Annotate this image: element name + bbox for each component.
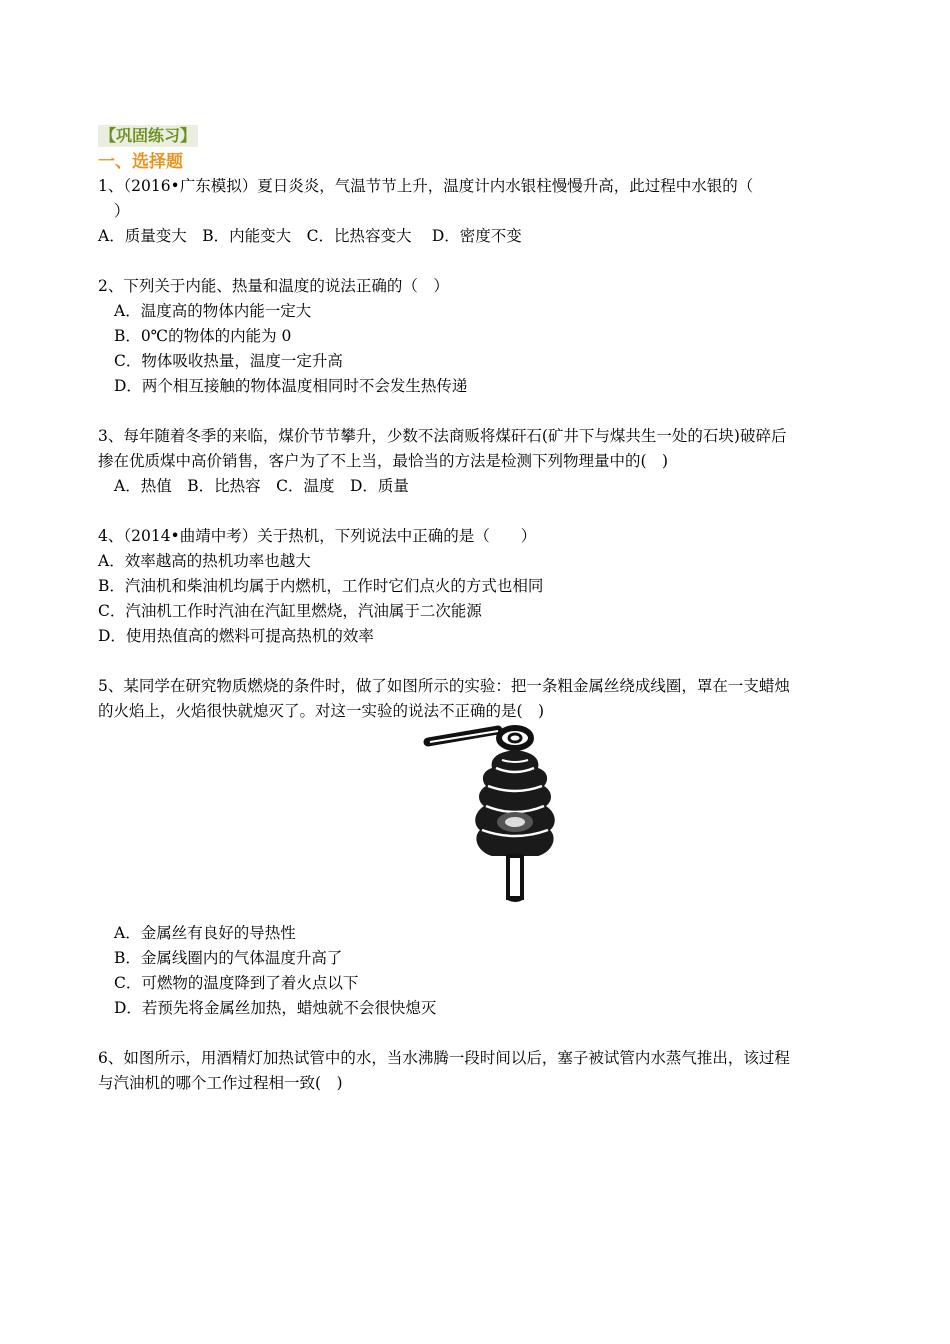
q5-option-b: B．金属线圈内的气体温度升高了 [114,949,343,967]
q5-stem-line1: 5、某同学在研究物质燃烧的条件时，做了如图所示的实验：把一条粗金属丝绕成线圈，罩在一支蜡烛 [98,677,790,695]
q5-option-c: C．可燃物的温度降到了着火点以下 [114,974,359,992]
candle [508,856,522,898]
q6-stem-line1: 6、如图所示，用酒精灯加热试管中的水，当水沸腾一段时间以后，塞子被试管内水蒸气推出，该过程 [98,1049,790,1067]
coil-top [499,728,531,748]
q4-stem: 4、（2014•曲靖中考）关于热机，下列说法中正确的是（ ） [98,527,537,545]
coil-candle-figure [420,722,570,904]
q2-option-d: D．两个相互接触的物体温度相同时不会发生热传递 [114,377,468,395]
q3-stem-line1: 3、每年随着冬季的来临，煤价节节攀升，少数不法商贩将煤矸石(矿井下与煤共生一处的石块)破碎后 [98,427,787,445]
q2-option-b: B．0℃的物体的内能为 0 [114,327,292,345]
q4-option-d: D．使用热值高的燃料可提高热机的效率 [98,627,374,645]
q6-stem-line2: 与汽油机的哪个工作过程相一致( ) [98,1074,343,1092]
exercise-heading: 【巩固练习】 [100,126,197,145]
q4-option-b: B．汽油机和柴油机均属于内燃机，工作时它们点火的方式也相同 [98,577,544,595]
q5-stem-line2: 的火焰上，火焰很快就熄灭了。对这一实验的说法不正确的是( ) [98,702,545,720]
q2-stem: 2、下列关于内能、热量和温度的说法正确的（ ） [98,277,449,295]
q4-option-a: A．效率越高的热机功率也越大 [98,552,311,570]
section-title: 一、选择题 [98,152,183,172]
q3-options: A．热值 B．比热容 C．温度 D．质量 [114,477,409,495]
q3-stem-line2: 掺在优质煤中高价销售，客户为了不上当，最恰当的方法是检测下列物理量中的( ) [98,452,669,470]
q1-stem-line2: ） [114,202,130,220]
q5-option-d: D．若预先将金属丝加热，蜡烛就不会很快熄灭 [114,999,437,1017]
q4-option-c: C．汽油机工作时汽油在汽缸里燃烧，汽油属于二次能源 [98,602,482,620]
q2-option-a: A．温度高的物体内能一定大 [114,302,312,320]
q1-options: A．质量变大 B．内能变大 C．比热容变大 D．密度不变 [98,227,522,245]
q1-stem-line1: 1、（2016•广东模拟）夏日炎炎，气温节节上升，温度计内水银柱慢慢升高，此过程中水银的（ [98,177,754,195]
q5-option-a: A．金属丝有良好的导热性 [114,924,296,942]
q2-option-c: C．物体吸收热量，温度一定升高 [114,352,343,370]
coil-body [475,750,555,856]
